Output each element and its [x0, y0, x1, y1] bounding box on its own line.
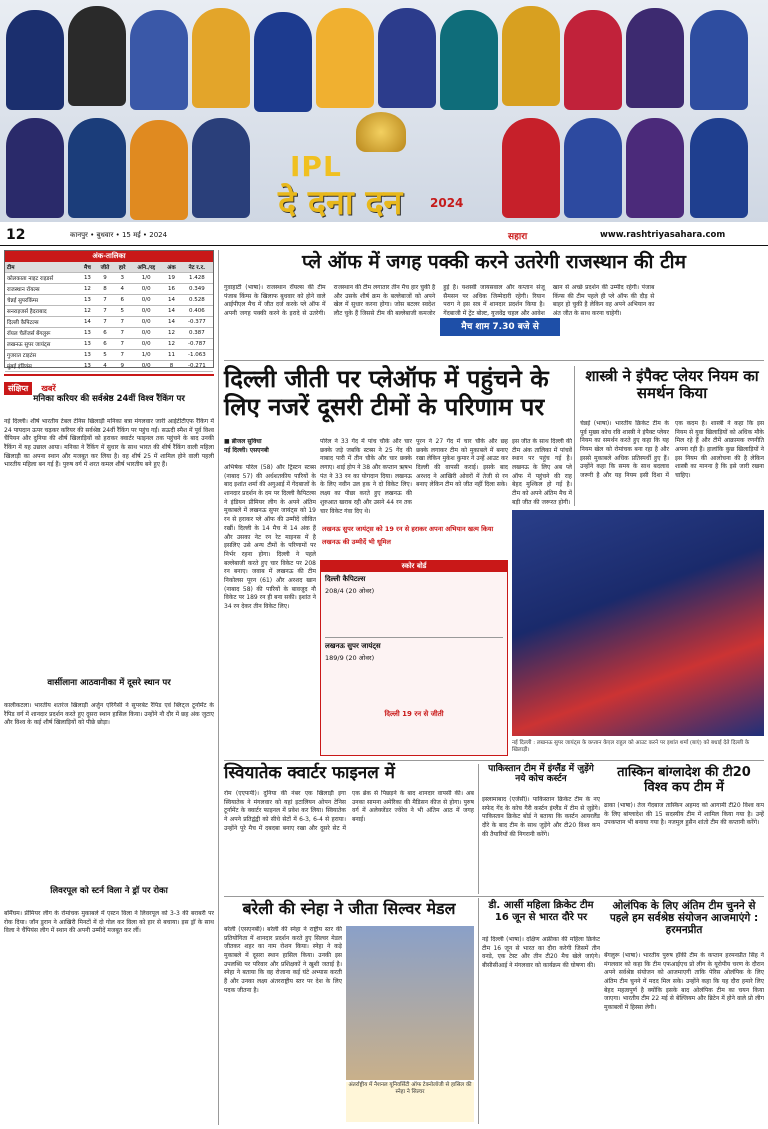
table-cell: 0.387 [181, 328, 213, 339]
side-story-1-headline: मनिका करियर की सर्वश्रेष्ठ 24वीं विश्व रैंकिंग पर [33, 394, 185, 404]
table-cell: 7 [96, 295, 115, 306]
table-cell: 12 [162, 328, 180, 339]
table-row [5, 361, 213, 372]
table-cell: 7 [114, 317, 130, 328]
main-story-body-3: पूरन ने 27 गेंद में चार चौके और छह छक्के लगाकर टीम को मुकाबले में बनाए रखा लेकिन मुकेश कुमार ने उन्हें आउट कर दिल्ली की वापसी कराई। इसके बाद अरशद ने आखिरी ओवरों में तेजी से रन बनाए लेकिन टीम को जीत नहीं दिला सके। [416, 438, 508, 489]
table-cell: 1/0 [130, 273, 162, 284]
table-cell: 4 [96, 361, 115, 372]
table-cell: 6 [96, 339, 115, 350]
table-cell: 8 [162, 361, 180, 372]
main-story-body-4: इस जीत के साथ दिल्ली की टीम अंक तालिका में पांचवें स्थान पर पहुंच गई है। लखनऊ के लिए अब प्ले ऑफ में पहुंचने की राह बेहद मुश्किल हो गई है। टीम को अपने अंतिम मैच में बड़ी जीत की जरूरत होगी। [512, 438, 572, 506]
table-cell: 7 [114, 350, 130, 361]
table-cell: 7 [114, 339, 130, 350]
points-table [4, 250, 214, 368]
bareli-body: बरेली (एसएनबी)। बरेली की स्नेहा ने राष्ट्रीय स्तर की प्रतियोगिता में शानदार प्रदर्शन करते हुए सिल्वर मेडल जीतकर शहर का नाम रोशन किया। स्नेहा ने कड़े मुकाबले में दूसरा स्थान हासिल किया। उनकी इस उपलब्धि पर परिवार और प्रशिक्षकों ने खुशी जताई है। स्नेहा ने बताया कि वह रोजाना कई घंटे अभ्यास करती हैं और उनका लक्ष्य अंतरराष्ट्रीय स्तर पर देश के लिए पदक जीतना है। [224, 926, 342, 994]
table-cell: सनराइजर्स हैदराबाद [5, 306, 79, 317]
pakistan-headline: पाकिस्तान टीम में इंग्लैंड में जुड़ेंगे नये कोच कर्स्टन [488, 764, 594, 785]
table-cell: 11 [162, 350, 180, 361]
table-cell: 13 [79, 361, 95, 372]
table-cell: -0.377 [181, 317, 213, 328]
table-cell: गुजरात टाइटंस [5, 350, 79, 361]
table-cell: 0/0 [130, 339, 162, 350]
side-story-2-headline: वार्सीलाना आठवानीका में दूसरे स्थान पर [47, 678, 171, 688]
table-cell: 14 [162, 317, 180, 328]
table-cell: 0/0 [130, 284, 162, 295]
table-header-cell: हारे [114, 262, 130, 273]
olympic-headline: ओलंपिक के लिए अंतिम टीम चुनने से पहले हम सर्वश्रेष्ठ संयोजन आजमाएंगे : हरमनप्रीत [609, 900, 759, 937]
top-story-body: गुवाहाटी (भाषा)। राजस्थान रॉयल्स की टीम पंजाब किंग्स के खिलाफ बुधवार को होने वाले आईपीएल मैच में जीत दर्ज करके प्ले ऑफ में अपनी जगह पक्की करने के इरादे से उतरेगी। राजस्थान की टीम लगातार तीन मैच हार चुकी है और उसके शीर्ष क्रम के बल्लेबाजों को अपने खेल में सुधार करना होगा। जोस बटलर स्वदेश लौट चुके हैं जिससे टीम की बल्लेबाजी कमजोर हुई है। यशस्वी जायसवाल और कप्तान संजू सैमसन पर अधिक जिम्मेदारी रहेगी। रियान पराग ने इस सत्र में शानदार प्रदर्शन किया है। गेंदबाजी में ट्रेंट बोल्ट, युजवेंद्र चहल और आवेश खान से अच्छे प्रदर्शन की उम्मीद रहेगी। पंजाब किंग्स की टीम पहले ही प्ले ऑफ की दौड़ से बाहर हो चुकी है लेकिन वह अपने अभियान का अंत जीत के साथ करना चाहेगी। [224, 284, 655, 318]
table-cell: 0/0 [130, 361, 162, 372]
table-cell: 7 [96, 317, 115, 328]
table-cell: 0/0 [130, 317, 162, 328]
bareli-photo-caption: अंतर्राष्ट्रीय में नैशनल यूनिवर्सिटी ऑफ टेक्नोलॉजी से हासिल की स्नेहा ने सिल्वर [346, 1082, 474, 1122]
table-cell: 16 [162, 284, 180, 295]
table-cell: 5 [96, 350, 115, 361]
table-row [5, 284, 213, 295]
table-cell: -0.787 [181, 339, 213, 350]
main-byline: ■ ब्रीजल सुविधा नई दिल्ली। एसएनबी [224, 438, 269, 454]
table-cell: 13 [79, 339, 95, 350]
table-cell: 7 [114, 328, 130, 339]
scoreboard-team2: लखनऊ सुपर जायंट्स [325, 642, 381, 650]
website-url: www.rashtriyasahara.com [600, 230, 726, 240]
short-news-sublabel: खबरें [41, 384, 56, 393]
table-cell: दिल्ली कैपिटल्स [5, 317, 79, 328]
page-header [0, 224, 768, 246]
table-row [5, 306, 213, 317]
top-headline: प्ले ऑफ में जगह पक्की करने उतरेगी राजस्थान की टीम [302, 251, 686, 273]
bareli-headline: बरेली की स्नेहा ने जीता सिल्वर मेडल [242, 899, 456, 918]
table-header-cell: मैच [79, 262, 95, 273]
dateline: कानपुर • बुधवार • 15 मई • 2024 [70, 231, 168, 239]
side-story-3-body: बर्मिंघम। प्रीमियर लीग के रोमांचक मुकाबले में एस्टन विला ने लिवरपूल को 3-3 की बराबरी पर रोक दिया। जॉन डुरान ने आखिरी मिनटों में दो गोल कर विला को हार से बचाया। इस ड्रॉ के साथ विला ने चैंपियंस लीग में स्थान की अपनी उम्मीदें मजबूत कर लीं। [4, 910, 214, 935]
table-cell: 0.406 [181, 306, 213, 317]
top-rule [224, 360, 764, 361]
olympic-body: बेंगलुरू (भाषा)। भारतीय पुरुष हॉकी टीम के कप्तान हरमनप्रीत सिंह ने मंगलवार को कहा कि टीम एफआईएच प्रो लीग के यूरोपीय चरण के दौरान अपने सर्वश्रेष्ठ संयोजन को आजमाएगी ताकि पेरिस ओलंपिक के लिए अंतिम टीम चुनने में मदद मिल सके। उन्होंने कहा कि यह दौरा हमारे लिए बेहद महत्वपूर्ण है क्योंकि इसके बाद ओलंपिक टीम का चयन किया जाएगा। भारतीय टीम 22 मई से बेल्जियम और ब्रिटेन में होने वाले प्रो लीग मुकाबलों में हिस्सा लेगी। [604, 952, 764, 1012]
table-cell: 3 [114, 273, 130, 284]
bareli-photo [346, 926, 474, 1080]
taskin-body: ढाका (भाषा)। तेज गेंदबाज तास्किन अहमद को आगामी टी20 विश्व कप के लिए बांग्लादेश की 15 सदस्यीय टीम में शामिल किया गया है। उन्हें उपकप्तान भी बनाया गया है। नजमुल हुसैन शांतो टीम की कप्तानी करेंगे। [604, 802, 764, 827]
bullet-1: लखनऊ सुपर जायंट्स को 19 रन से हराकर अपना अभियान खत्म किया [322, 525, 494, 533]
table-cell: 4 [114, 284, 130, 295]
table-cell: राजस्थान रॉयल्स [5, 284, 79, 295]
table-cell: 14 [162, 306, 180, 317]
trophy-icon [356, 112, 406, 152]
scoreboard-title: स्कोर बोर्ड [321, 561, 507, 572]
womens-cricket-body: नई दिल्ली (भाषा)। दक्षिण अफ्रीका की महिला क्रिकेट टीम 16 जून से भारत का दौरा करेगी जिसमें तीन वनडे, एक टेस्ट और तीन टी20 मैच खेले जाएंगे। बीसीसीआई ने मंगलवार को कार्यक्रम की घोषणा की। [482, 936, 600, 970]
table-cell: 6 [114, 295, 130, 306]
table-cell: 6 [96, 328, 115, 339]
table-header-cell: अंक [162, 262, 180, 273]
right-story-body: चेन्नई (भाषा)। भारतीय क्रिकेट टीम के पूर्व मुख्य कोच रवि शास्त्री ने इंपैक्ट प्लेयर नियम का समर्थन करते हुए कहा कि यह नियम खेल को रोमांचक बना रहा है और इससे मुकाबले अधिक प्रतिस्पर्धी हुए हैं। उन्होंने कहा कि समय के साथ बदलाव जरूरी है और यह नियम इसी दिशा में एक कदम है। शास्त्री ने कहा कि इस नियम से युवा खिलाड़ियों को अधिक मौके मिल रहे हैं और टीमें आक्रामक रणनीति अपना रही हैं। हालांकि कुछ खिलाड़ियों ने इस नियम की आलोचना की है लेकिन शास्त्री का मानना है कि इसे जारी रखना चाहिए। [580, 420, 764, 480]
table-cell: 0.528 [181, 295, 213, 306]
side-story-1-body: नई दिल्ली। शीर्ष भारतीय टेबल टेनिस खिलाड़ी मनिका बत्रा मंगलवार जारी आईटीटीएफ रैंकिंग में 24 पायदान ऊपर चढ़कर करियर की सर्वश्रेष्ठ 24वीं रैंकिंग पर पहुंच गईं। सऊदी स्मैश में पूर्व विश्व चैंपियन और दुनिया की शीर्ष खिलाड़ियों को हराकर क्वार्टर फाइनल तक पहुंचने के बाद उनकी रैंकिंग में यह उछाल आया। मनिका ने रैंकिंग में सुधार के साथ भारत की शीर्ष रैंकिंग वाली महिला खिलाड़ी का अपना स्थान और मजबूत कर लिया है। वह शीर्ष 25 में शामिल होने वाली पहली भारतीय महिला बन गई हैं। पुरुष वर्ग में शरत कमल शीर्ष भारतीय बने हुए हैं। [4, 418, 214, 469]
table-cell: 12 [162, 339, 180, 350]
short-news-label: संक्षिप्त [4, 382, 32, 395]
table-cell: 13 [79, 328, 95, 339]
table-cell: 13 [79, 350, 95, 361]
brand-logo: सहारा [508, 232, 528, 242]
banner-year: 2024 [430, 196, 464, 210]
column-rule [218, 250, 219, 1125]
table-header-cell: नेट र.र. [181, 262, 213, 273]
table-cell: 12 [79, 284, 95, 295]
table-cell: 1/0 [130, 350, 162, 361]
table-row [5, 273, 213, 284]
main-headline: दिल्ली जीती पर प्लेऑफ में पहुंचने के लिए नजरें दूसरी टीमों के परिणाम पर [224, 365, 549, 421]
ipl-banner [0, 0, 768, 222]
table-cell: 14 [162, 295, 180, 306]
main-story-body-1: अभिषेक पोरेल (58) और ट्रिस्टन स्टब्स (नाबाद 57) की अर्धशतकीय पारियों के बाद इशांत शर्मा की अगुआई में गेंदबाजों के शानदार प्रदर्शन के दम पर दिल्ली कैपिटल्स ने इंडियन प्रीमियर लीग के अपने अंतिम मुकाबले में लखनऊ सुपर जायंट्स को 19 रन से हराकर प्ले ऑफ की उम्मीदें जीवित रखीं। दिल्ली के 14 मैच में 14 अंक हैं और उसका नेट रन रेट माइनस में है इसलिए उसे अन्य टीमों के परिणामों पर निर्भर रहना होगा। दिल्ली ने पहले बल्लेबाजी करते हुए चार विकेट पर 208 रन बनाए। जवाब में लखनऊ की टीम निकोलस पूरन (61) और अरशद खान (नाबाद 58) की पारियों के बावजूद नौ विकेट पर 189 रन ही बना सकी। इशांत ने 34 रन देकर तीन विकेट लिए। [224, 464, 316, 610]
table-cell: 7 [96, 306, 115, 317]
highlight-bullets [322, 524, 502, 554]
table-header-cell: अनि./रद्द [130, 262, 162, 273]
short-news-tag [4, 374, 214, 393]
side-story-2-body: कालीकटला। भारतीय शतरंज खिलाड़ी अर्जुन एरिगैसी ने सुपरबेट रैपिड एवं ब्लिट्ज टूर्नामेंट के रैपिड वर्ग में शानदार प्रदर्शन करते हुए दूसरा स्थान हासिल किया। उन्होंने नौ दौर में छह अंक जुटाए और विश्व के कई शीर्ष खिलाड़ियों को पीछे छोड़ा। [4, 702, 214, 727]
scoreboard-result: दिल्ली 19 रन से जीती [384, 710, 444, 718]
table-cell: 8 [96, 284, 115, 295]
match-time-text: मैच शाम 7.30 बजे से [461, 322, 539, 332]
table-cell: 19 [162, 273, 180, 284]
swiatek-headline: स्वियातेक क्वार्टर फाइनल में [224, 763, 395, 783]
scoreboard-team1-total: 208/4 (20 ओवर) [325, 587, 375, 595]
table-cell: 13 [79, 295, 95, 306]
table-cell: 0/0 [130, 328, 162, 339]
table-row [5, 295, 213, 306]
taskin-headline: तास्किन बांग्लादेश की टी20 विश्व कप टीम में [617, 765, 751, 795]
match-time-badge [440, 318, 560, 336]
banner-subtitle: दे दना दन [278, 183, 403, 222]
table-cell: कोलकाता नाइट राइडर्स [5, 273, 79, 284]
points-table-title: अंक-तालिका [5, 251, 213, 262]
right-headline: शास्त्री ने इंपैक्ट प्लेयर नियम का समर्थन किया [585, 367, 759, 403]
main-photo-caption: नई दिल्ली : लखनऊ सुपर जायंट्स के कप्तान केएल राहुल को आउट करने पर इशांत शर्मा (बाएं) को बधाई देते दिल्ली के खिलाड़ी। [512, 740, 750, 754]
table-header-cell: जीते [96, 262, 115, 273]
table-row [5, 339, 213, 350]
table-row [5, 317, 213, 328]
main-story-body-2: पोरेल ने 33 गेंद में पांच चौके और चार छक्के जड़े जबकि स्टब्स ने 25 गेंद की नाबाद पारी में तीन चौके और चार छक्के लगाए। शाई होप ने 38 और कप्तान ऋषभ पंत ने 33 रन का योगदान दिया। लखनऊ के लिए नवीन उल हक ने दो विकेट लिए। लक्ष्य का पीछा करते हुए लखनऊ की शुरुआत खराब रही और उसने 44 रन तक चार विकेट गंवा दिए थे। [320, 438, 412, 515]
scoreboard-team2-total: 189/9 (20 ओवर) [325, 654, 375, 662]
scoreboard [320, 560, 508, 756]
table-cell: 12 [79, 306, 95, 317]
table-cell: 9 [96, 273, 115, 284]
scoreboard-team1: दिल्ली कैपिटल्स [325, 575, 366, 583]
bullet-2: लखनऊ की उम्मीदें भी धूमिल [322, 538, 391, 546]
table-cell: 9 [114, 361, 130, 372]
table-cell: 13 [79, 273, 95, 284]
pakistan-body: इस्लामाबाद (एजेंसी)। पाकिस्तान क्रिकेट टीम के नए सफेद गेंद के कोच गैरी कर्स्टन इंग्लैंड में टीम से जुड़ेंगे। पाकिस्तान क्रिकेट बोर्ड ने बताया कि कर्स्टन आयरलैंड दौरे के बाद टीम के साथ जुड़ेंगे और टी20 विश्व कप की तैयारियों की निगरानी करेंगे। [482, 796, 600, 838]
banner-logo: IPL [290, 150, 342, 183]
table-cell: -0.271 [181, 361, 213, 372]
side-story-3-headline: लिवरपूल को स्टर्न विला ने ड्रॉ पर रोका [50, 886, 168, 896]
table-cell: 0.349 [181, 284, 213, 295]
womens-cricket-headline: डी. आर्सी महिला क्रिकेट टीम 16 जून से भारत दौरे पर [488, 900, 594, 923]
page-number: 12 [6, 227, 26, 243]
table-cell: 0/0 [130, 295, 162, 306]
table-cell: चेन्नई सुपरकिंग्स [5, 295, 79, 306]
table-header-cell: टीम [5, 262, 79, 273]
table-cell: मुंबई इंडियंस [5, 361, 79, 372]
table-cell: -1.063 [181, 350, 213, 361]
table-cell: लखनऊ सुपर जायंट्स [5, 339, 79, 350]
swiatek-body: रोम (एएफपी)। दुनिया की नंबर एक खिलाड़ी इगा स्वियातेक ने मंगलवार को यहां इटालियन ओपन टेनिस टूर्नामेंट के क्वार्टर फाइनल में प्रवेश कर लिया। स्वियातेक ने अपने प्रतिद्वंद्वी को सीधे सेटों में 6-3, 6-4 से हराया। उन्होंने पूरे मैच में दबदबा बनाए रखा और दूसरे सेट में एक ब्रेक से पिछड़ने के बाद शानदार वापसी की। अब उनका सामना अमेरिका की मैडिसन कीज से होगा। पुरुष वर्ग में अलेक्जेंडर ज्वेरेव ने भी अंतिम आठ में जगह बनाई। [224, 790, 474, 832]
table-cell: रॉयल चैलेंजर्स बेंगलुरू [5, 328, 79, 339]
table-cell: 1.428 [181, 273, 213, 284]
main-photo [512, 510, 764, 736]
table-cell: 0/0 [130, 306, 162, 317]
table-cell: 5 [114, 306, 130, 317]
table-cell: 14 [79, 317, 95, 328]
table-row [5, 328, 213, 339]
table-row [5, 350, 213, 361]
